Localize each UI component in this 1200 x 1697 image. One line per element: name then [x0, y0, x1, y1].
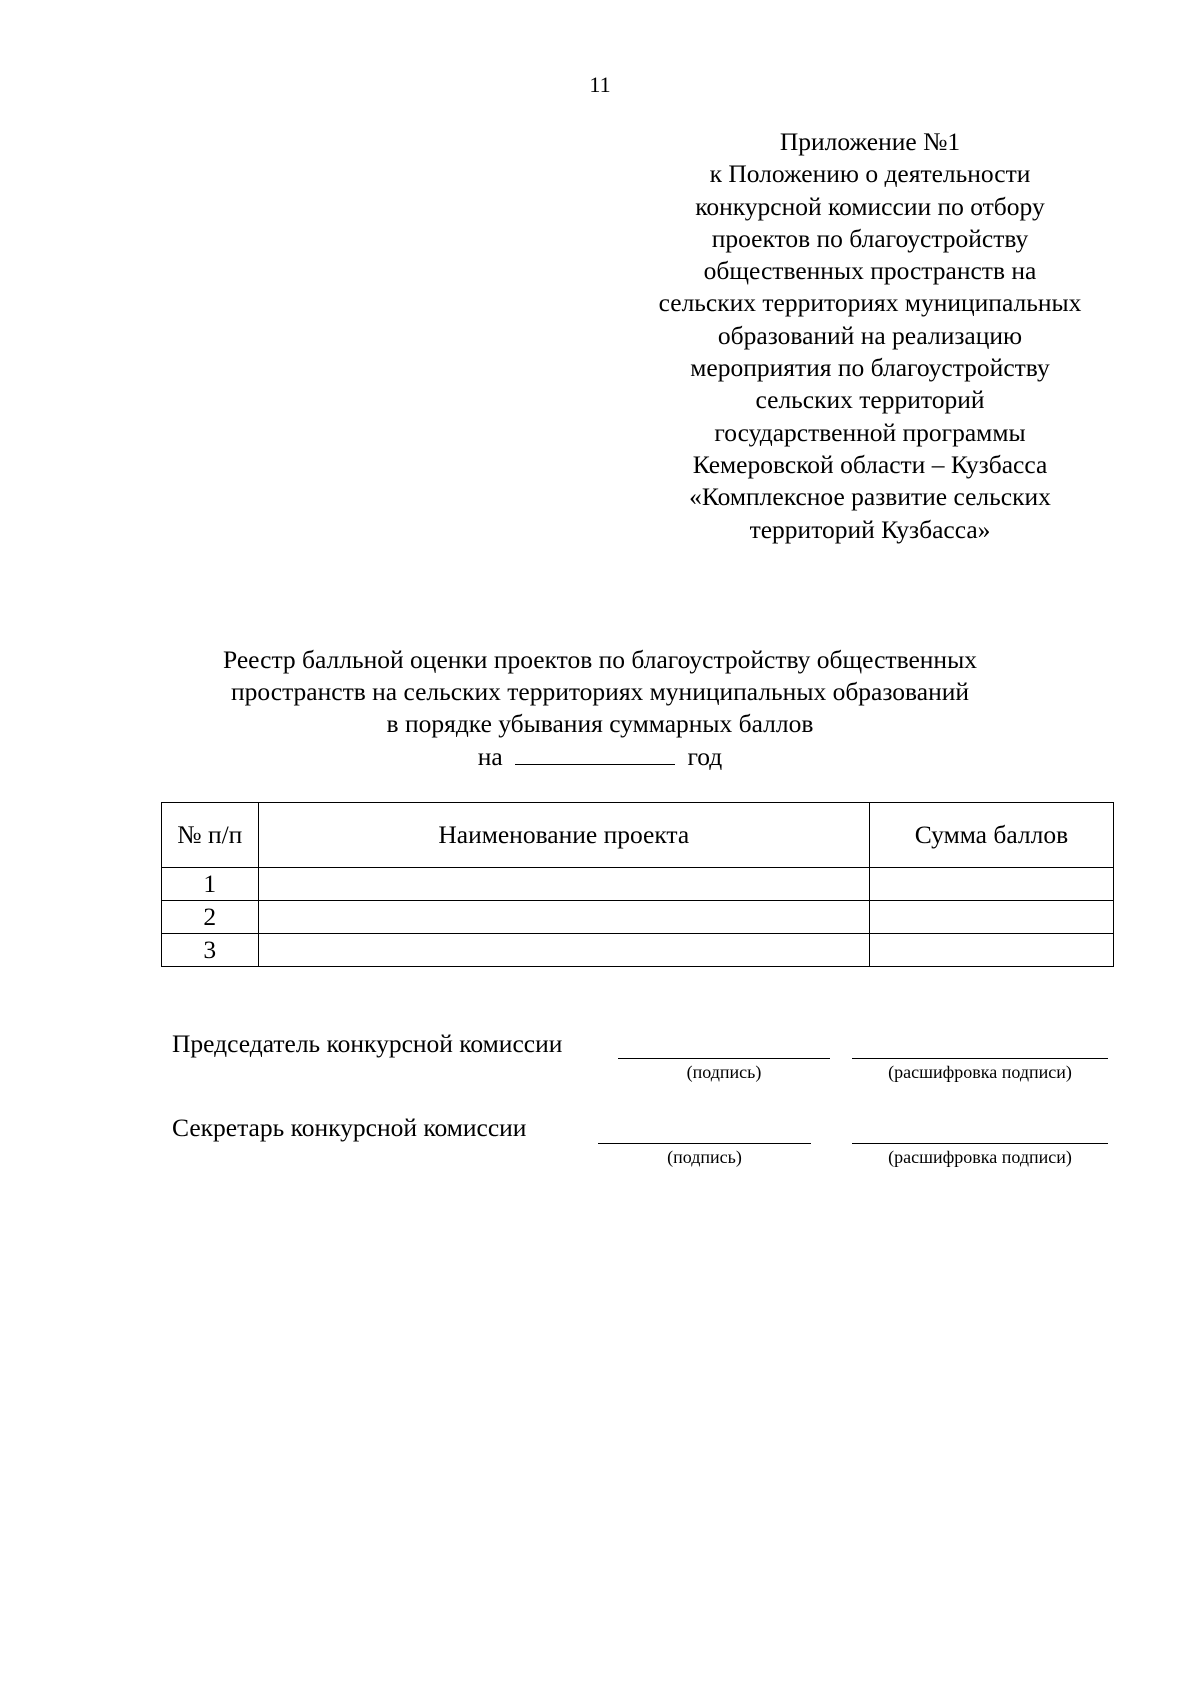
cell-score-sum[interactable] [869, 934, 1113, 967]
title-line: пространств на сельских территориях муниципальных образований [230, 677, 970, 706]
secretary-decoding-caption: (расшифровка подписи) [888, 1147, 1072, 1167]
appendix-line: государственной программы [714, 417, 1026, 447]
chairman-signature-caption: (подпись) [686, 1062, 762, 1082]
secretary-label: Секретарь конкурсной комиссии [172, 1113, 527, 1142]
appendix-line: к Положению о деятельности [709, 159, 1031, 189]
table-row [162, 934, 1114, 967]
table-header-row [162, 803, 1114, 868]
appendix-line: конкурсной комиссии по отбору [695, 191, 1045, 221]
chairman-decoding-caption: (расшифровка подписи) [888, 1062, 1072, 1082]
registry-table [161, 802, 1114, 967]
appendix-line: сельских территорий [755, 385, 985, 415]
cell-score-sum[interactable] [869, 868, 1113, 901]
year-prefix: на [477, 742, 503, 771]
appendix-line: Кемеровской области – Кузбасса [692, 449, 1048, 479]
appendix-header [640, 126, 1100, 546]
appendix-line: образований на реализацию [717, 320, 1023, 350]
secretary-signature-caption: (подпись) [667, 1147, 742, 1167]
cell-number: 3 [162, 934, 259, 967]
year-line [160, 740, 1040, 773]
secretary-signature-line[interactable] [598, 1143, 811, 1144]
appendix-line: Приложение №1 [779, 127, 961, 156]
column-header-score-sum: Сумма баллов [869, 803, 1113, 868]
table-row [162, 901, 1114, 934]
cell-number: 1 [162, 868, 259, 901]
chairman-label: Председатель конкурсной комиссии [172, 1029, 563, 1058]
year-suffix: год [687, 742, 723, 771]
chairman-decoding-line[interactable] [852, 1058, 1108, 1059]
cell-project-name[interactable] [258, 934, 869, 967]
registry-title [160, 644, 1040, 773]
page-number: 11 [589, 72, 611, 97]
table-row [162, 868, 1114, 901]
cell-project-name[interactable] [258, 868, 869, 901]
appendix-line: сельских территориях муниципальных [658, 288, 1082, 318]
chairman-signature-line[interactable] [618, 1058, 830, 1059]
appendix-line: «Комплексное развитие сельских [689, 482, 1051, 512]
column-header-project-name: Наименование проекта [258, 803, 869, 868]
title-line: в порядке убывания суммарных баллов [386, 709, 814, 738]
appendix-line: мероприятия по благоустройству [690, 353, 1050, 383]
cell-project-name[interactable] [258, 901, 869, 934]
appendix-line: проектов по благоустройству [711, 223, 1029, 253]
appendix-line: общественных пространств на [703, 256, 1037, 286]
title-line: Реестр балльной оценки проектов по благоустройству общественных [223, 645, 977, 674]
column-header-number: № п/п [162, 803, 259, 868]
secretary-decoding-line[interactable] [852, 1143, 1108, 1144]
year-blank-field[interactable] [515, 740, 675, 765]
appendix-line: территорий Кузбасса» [749, 514, 991, 544]
cell-score-sum[interactable] [869, 901, 1113, 934]
cell-number: 2 [162, 901, 259, 934]
